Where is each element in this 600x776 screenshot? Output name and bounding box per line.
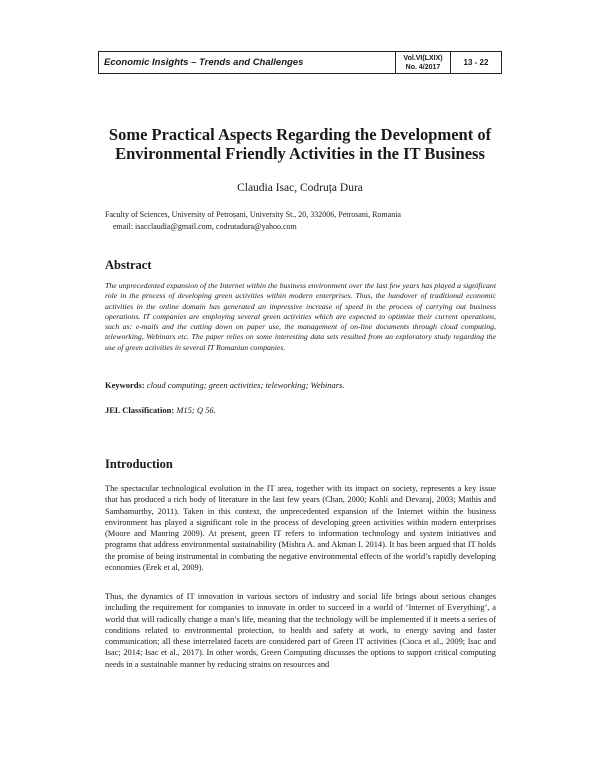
keywords-value: cloud computing; green activities; teleworking; Webinars. bbox=[146, 380, 345, 390]
jel-classification bbox=[105, 405, 500, 415]
jel-label: JEL Classification: bbox=[105, 405, 175, 415]
page-range: 13 - 22 bbox=[463, 58, 489, 67]
issue-number: No. 4/2017 bbox=[405, 63, 441, 71]
introduction-paragraph-1: The spectacular technological evolution in the IT area, together with its impact on society, represents a key issue that has produced a rich body of literature in the last few years (Chan, 2000; Kohli and Devaraj, 2003; Mathis and Sambamurthy, 2011). Taken in this context, the unprecedented expansion of the Internet within the business environment has played a significant role in the process of developing green activities within modern enterprises (Moore and Manring 2009). At present, green IT refers to information technology and system initiatives and programs that address environmental sustainability (Mishra A. and Akman I. 2014). It has been argued that IT holds the promise of being instrumental in combating the negative environmental effects of the world’s rapidly developing economies (Erek et al, 2009). bbox=[105, 484, 496, 573]
journal-name: Economic Insights – Trends and Challenges bbox=[104, 57, 304, 68]
keywords-label: Keywords: bbox=[105, 380, 145, 390]
abstract-text: The unprecedented expansion of the Internet within the business environment over the last few years has played a significant role in the process of developing green activities within modern enterprises. Thus, the handover of traditional economic activities in the online domain has generated an impressive increase of speed in the process of carrying out business operations. IT companies are employing several green activities which are expected to optimize their current operations, such as: e-mails and the cutting down on paper use, the management of on-line documents through cloud computing, teleworking, Webinars etc. The paper relies on some interesting data sets resulted from an exploratory study regarding the use of green activities in several IT Romanian companies. bbox=[105, 281, 496, 352]
introduction-paragraph-2: Thus, the dynamics of IT innovation in various sectors of industry and social life brings about serious changes including the requirement for companies to innovate in order to succeed in a world of ‘Internet of Everything’, a world that will radically change a man’s life, meaning that the technology will be implemented if it meets a series of conditions related to environmental protection, to health and safety at work, to energy saving and faster communication; all these interrelated facets are considered part of Green IT activities (Cioca et al., 2009; Isac and Isac; 2014; Isac et al., 2017). In other words, Green Computing discusses the options to support critical computing needs in a sustainable manner by reducing strains on resources and bbox=[105, 592, 496, 669]
jel-value: M15; Q 56. bbox=[176, 405, 216, 415]
volume-info bbox=[395, 52, 451, 73]
keywords bbox=[105, 380, 500, 390]
paper-authors: Claudia Isac, Codruța Dura bbox=[237, 182, 363, 194]
abstract-heading: Abstract bbox=[105, 258, 152, 272]
affiliation: Faculty of Sciences, University of Petroșani, University St., 20, 332006, Petrosani, Romania bbox=[105, 210, 401, 219]
affiliation-block bbox=[105, 209, 525, 233]
paper-title: Some Practical Aspects Regarding the Development of Environmental Friendly Activities in the IT Business bbox=[108, 125, 492, 163]
journal-header bbox=[98, 51, 502, 74]
introduction-heading: Introduction bbox=[105, 457, 173, 471]
volume-label: Vol.VI(LXIX) bbox=[403, 54, 443, 62]
author-emails: email: isacclaudia@gmail.com, codrutadura@yahoo.com bbox=[113, 222, 297, 231]
